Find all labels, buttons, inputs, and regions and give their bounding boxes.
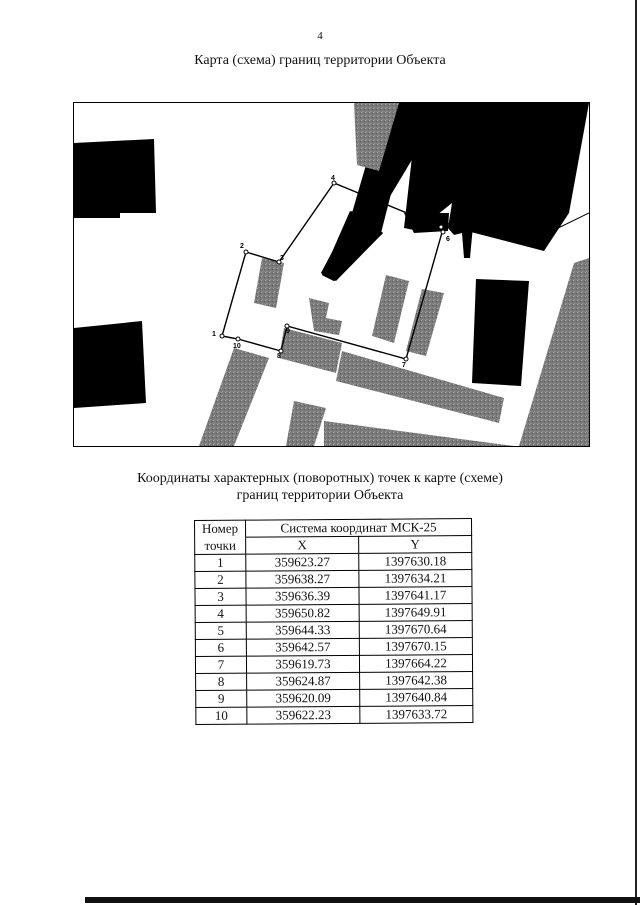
table-row xyxy=(195,655,472,674)
building-gray xyxy=(199,348,269,446)
cell-y: 1397649.91 xyxy=(359,604,472,622)
cell-y: 1397664.22 xyxy=(359,655,472,673)
page-number: 4 xyxy=(317,30,323,42)
cell-number: 1 xyxy=(195,554,246,571)
cell-number: 10 xyxy=(196,707,247,724)
coordinates-table xyxy=(194,518,473,725)
point-label: 2 xyxy=(240,243,244,250)
cell-number: 2 xyxy=(195,571,246,588)
coords-title-line2: границ территории Объекта xyxy=(236,488,404,503)
cell-number: 5 xyxy=(195,622,246,639)
cell-x: 359644.33 xyxy=(246,621,359,639)
table-row xyxy=(196,672,473,691)
cell-number: 3 xyxy=(195,588,246,605)
map-title: Карта (схема) границ территории Объекта xyxy=(194,53,446,68)
building-gray xyxy=(372,275,409,343)
building-gray xyxy=(254,258,284,308)
cell-y: 1397670.64 xyxy=(359,621,472,639)
header-number: Номер xyxy=(195,520,246,537)
point-label: 9 xyxy=(286,328,290,335)
header-x: X xyxy=(246,536,359,554)
cell-number: 4 xyxy=(195,605,246,622)
point-label: 7 xyxy=(402,362,406,369)
point-label: 1 xyxy=(212,331,216,338)
table-header-row xyxy=(195,519,472,538)
scan-edge-right xyxy=(635,0,637,905)
cell-number: 6 xyxy=(195,639,246,656)
point-label: 6 xyxy=(446,236,450,243)
cell-x: 359624.87 xyxy=(247,672,360,690)
cell-y: 1397670.15 xyxy=(359,638,472,656)
header-y: Y xyxy=(359,536,472,554)
table-row xyxy=(195,553,472,572)
cell-x: 359636.39 xyxy=(246,587,359,605)
building-gray xyxy=(406,289,444,356)
cell-number: 9 xyxy=(196,690,247,707)
building-black xyxy=(74,321,146,408)
building-gray xyxy=(286,401,326,446)
cell-y: 1397633.72 xyxy=(360,706,473,724)
cell-x: 359619.73 xyxy=(246,655,359,673)
header-point: точки xyxy=(195,537,246,554)
table-row xyxy=(195,570,472,589)
cell-y: 1397642.38 xyxy=(360,672,473,690)
boundary-map xyxy=(73,102,590,447)
point-label: 3 xyxy=(280,255,284,262)
table-row xyxy=(195,604,472,623)
cell-y: 1397634.21 xyxy=(359,570,472,588)
cell-y: 1397630.18 xyxy=(359,553,472,571)
point-label: 4 xyxy=(331,175,335,182)
table-header-row xyxy=(195,536,472,555)
coords-title xyxy=(0,470,640,504)
building-black xyxy=(74,139,156,218)
table-row xyxy=(195,621,472,640)
table-row xyxy=(196,689,473,708)
cell-y: 1397640.84 xyxy=(360,689,473,707)
cell-x: 359650.82 xyxy=(246,604,359,622)
building-black xyxy=(472,279,529,386)
cell-y: 1397641.17 xyxy=(359,587,472,605)
map-canvas xyxy=(74,103,589,446)
coords-title-line1: Координаты характерных (поворотных) точек к карте (схеме) xyxy=(137,471,503,486)
point-label: 5 xyxy=(447,223,451,230)
cell-x: 359622.23 xyxy=(247,706,360,724)
cell-number: 7 xyxy=(195,656,246,673)
table-row xyxy=(196,706,473,725)
cell-x: 359620.09 xyxy=(247,689,360,707)
building-gray xyxy=(309,298,342,335)
cell-x: 359623.27 xyxy=(246,553,359,571)
scan-edge-bottom xyxy=(85,897,640,903)
point-label: 10 xyxy=(233,343,241,350)
table-row xyxy=(195,587,472,606)
cell-number: 8 xyxy=(196,673,247,690)
cell-x: 359642.57 xyxy=(246,638,359,656)
table-row xyxy=(195,638,472,657)
header-system: Система координат МСК-25 xyxy=(246,519,472,538)
cell-x: 359638.27 xyxy=(246,570,359,588)
building-gray xyxy=(324,421,514,446)
point-label: 8 xyxy=(277,353,281,360)
building-gray xyxy=(519,258,589,446)
